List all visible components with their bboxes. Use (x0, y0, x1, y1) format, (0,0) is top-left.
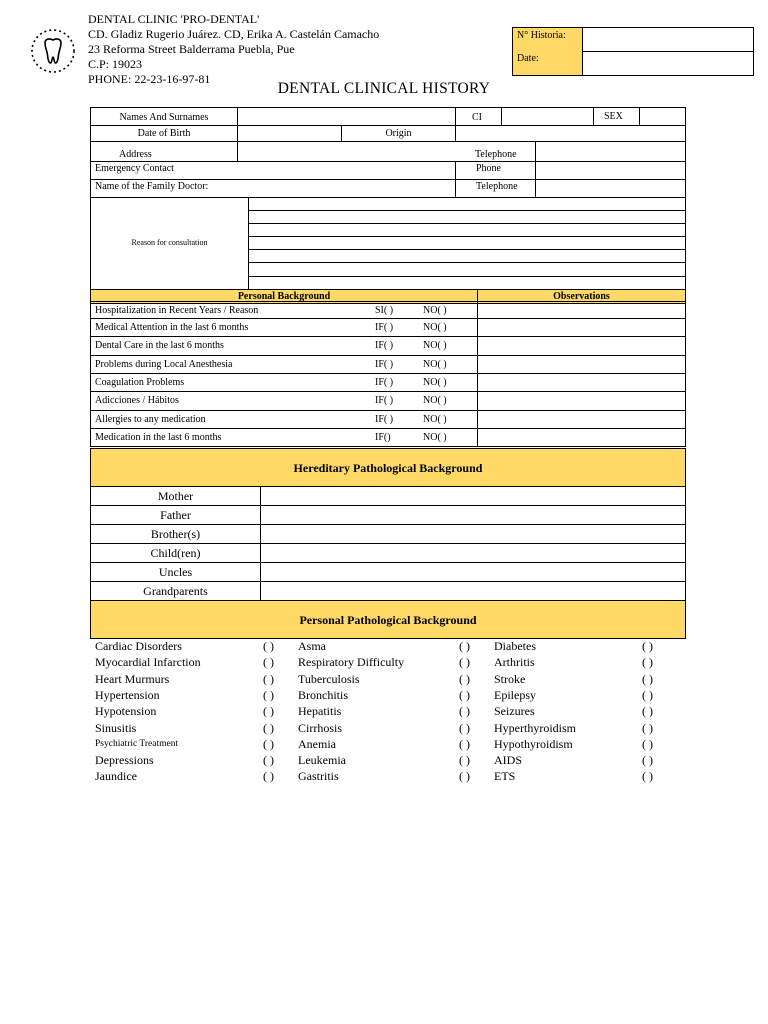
relative-label: Uncles (158, 565, 193, 579)
background-yes-checkbox[interactable]: IF( ) (375, 377, 394, 388)
phone-field[interactable] (535, 162, 685, 179)
condition-checkbox[interactable]: ( ) (459, 736, 470, 751)
patient-row-names (90, 107, 686, 126)
condition-checkbox[interactable]: ( ) (263, 769, 274, 784)
condition-checkbox[interactable]: ( ) (459, 687, 470, 702)
condition-label: Anemia (298, 736, 336, 751)
hereditary-header-row (90, 448, 686, 487)
patient-row-dob (90, 126, 686, 142)
clinic-address: 23 Reforma Street Balderrama Puebla, Pue (88, 42, 295, 56)
clinic-phone: PHONE: 22-23-16-97-81 (88, 72, 211, 86)
condition-checkbox[interactable]: ( ) (642, 671, 653, 686)
background-yes-checkbox[interactable]: IF( ) (375, 322, 394, 333)
emergency-label: Emergency Contact (95, 163, 174, 174)
hereditary-row (90, 582, 686, 601)
background-observation-field[interactable] (477, 302, 685, 318)
condition-checkbox[interactable]: ( ) (642, 720, 653, 735)
condition-label: Hepatitis (298, 704, 342, 719)
relative-label: Mother (157, 489, 194, 503)
condition-label: Hypertension (95, 687, 160, 702)
background-yes-checkbox[interactable]: IF( ) (375, 340, 394, 351)
condition-checkbox[interactable]: ( ) (459, 704, 470, 719)
family-doctor-telephone-field[interactable] (535, 180, 685, 197)
relative-field[interactable] (260, 582, 685, 600)
personal-background-row (90, 301, 686, 319)
observations-header: Observations (477, 290, 685, 303)
hereditary-row (90, 544, 686, 563)
condition-label: Tuberculosis (298, 671, 360, 686)
sex-field[interactable] (639, 108, 685, 125)
personal-pathological-header-row (90, 601, 686, 639)
condition-label: Seizures (494, 704, 535, 719)
background-item-label: Adicciones / Hábitos (95, 395, 179, 406)
patient-row-address (90, 142, 686, 162)
condition-checkbox[interactable]: ( ) (642, 736, 653, 751)
hereditary-row (90, 506, 686, 525)
background-observation-field[interactable] (477, 429, 685, 446)
origin-label: Origin (341, 126, 455, 141)
hereditary-row (90, 563, 686, 582)
background-no-checkbox[interactable]: NO( ) (423, 359, 447, 370)
condition-checkbox[interactable]: ( ) (263, 736, 274, 751)
reason-lines[interactable] (248, 198, 685, 289)
condition-label: Sinusitis (95, 720, 137, 735)
background-item-label: Medication in the last 6 months (95, 432, 222, 443)
personal-background-row (90, 429, 686, 447)
clinic-postal: C.P: 19023 (88, 57, 143, 71)
condition-checkbox[interactable]: ( ) (459, 720, 470, 735)
history-date-row (513, 51, 753, 75)
background-item-label: Medical Attention in the last 6 months (95, 322, 249, 333)
background-no-checkbox[interactable]: NO( ) (423, 340, 447, 351)
condition-label: Cardiac Disorders (95, 639, 182, 653)
hereditary-section (90, 448, 686, 639)
condition-checkbox[interactable]: ( ) (263, 671, 274, 686)
hereditary-list (90, 487, 686, 601)
personal-background-row (90, 392, 686, 411)
condition-label: Arthritis (494, 655, 535, 670)
family-doctor-label: Name of the Family Doctor: (95, 181, 209, 192)
condition-checkbox[interactable]: ( ) (263, 687, 274, 702)
hereditary-header: Hereditary Pathological Background (293, 461, 483, 475)
condition-checkbox[interactable]: ( ) (263, 753, 274, 768)
condition-label: Cirrhosis (298, 720, 343, 735)
condition-checkbox[interactable]: ( ) (642, 753, 653, 768)
hereditary-row (90, 487, 686, 506)
condition-label: Gastritis (298, 769, 339, 784)
names-label: Names And Surnames (119, 112, 209, 123)
condition-checkbox[interactable]: ( ) (642, 655, 653, 670)
names-field[interactable] (237, 108, 455, 125)
background-item-label: Hospitalization in Recent Years / Reason (95, 305, 259, 316)
history-number-label: N° Historia: (513, 28, 583, 51)
sex-label: SEX (593, 108, 639, 125)
condition-checkbox[interactable]: ( ) (459, 671, 470, 686)
personal-pathological-header: Personal Pathological Background (299, 613, 477, 627)
relative-field[interactable] (260, 563, 685, 581)
ci-field[interactable] (501, 108, 593, 125)
personal-background-row (90, 319, 686, 337)
personal-background-row (90, 374, 686, 392)
condition-label: Epilepsy (494, 687, 536, 702)
condition-label: Depressions (95, 753, 154, 768)
background-no-checkbox[interactable]: NO( ) (423, 305, 447, 316)
condition-label: Leukemia (298, 753, 346, 768)
relative-field[interactable] (260, 525, 685, 543)
condition-label: Hypothyroidism (494, 736, 573, 751)
condition-label: Psychiatric Treatment (95, 738, 179, 749)
condition-checkbox[interactable]: ( ) (642, 687, 653, 702)
tooth-logo-icon (30, 28, 76, 74)
personal-background-list (90, 301, 686, 447)
background-observation-field[interactable] (477, 337, 685, 355)
background-observation-field[interactable] (477, 374, 685, 391)
condition-label: Heart Murmurs (95, 671, 170, 686)
hereditary-row (90, 525, 686, 544)
condition-checkbox[interactable]: ( ) (263, 639, 274, 653)
condition-checkbox[interactable]: ( ) (642, 639, 653, 653)
telephone2-label: Telephone (455, 180, 535, 197)
relative-label: Child(ren) (150, 546, 201, 560)
history-number-row (513, 28, 753, 52)
background-no-checkbox[interactable]: NO( ) (423, 377, 447, 388)
condition-label: ETS (494, 769, 516, 784)
condition-label: Asma (298, 639, 326, 653)
personal-background-row (90, 356, 686, 374)
background-yes-checkbox[interactable]: IF( ) (375, 395, 394, 406)
telephone-label: Telephone (475, 149, 517, 160)
reason-label: Reason for consultation (131, 238, 208, 247)
background-no-checkbox[interactable]: NO( ) (423, 414, 447, 425)
background-observation-field[interactable] (477, 392, 685, 410)
condition-label: Stroke (494, 671, 526, 686)
background-yes-checkbox[interactable]: IF( ) (375, 414, 394, 425)
dob-field[interactable] (237, 126, 341, 141)
background-no-checkbox[interactable]: NO( ) (423, 322, 447, 333)
telephone-field[interactable] (535, 142, 685, 161)
condition-checkbox[interactable]: ( ) (263, 704, 274, 719)
origin-field[interactable] (455, 126, 685, 141)
personal-background-row (90, 337, 686, 356)
relative-label: Brother(s) (150, 527, 201, 541)
condition-checkbox[interactable]: ( ) (459, 655, 470, 670)
condition-label: Myocardial Infarction (95, 655, 201, 670)
condition-label: AIDS (494, 753, 523, 768)
relative-label: Father (160, 508, 191, 522)
condition-checkbox[interactable]: ( ) (263, 655, 274, 670)
background-no-checkbox[interactable]: NO( ) (423, 395, 447, 406)
patient-info-table (90, 107, 686, 304)
background-item-label: Allergies to any medication (95, 414, 206, 425)
condition-label: Hypotension (95, 704, 157, 719)
dob-label: Date of Birth (137, 128, 191, 139)
ci-label: CI (455, 108, 501, 125)
condition-label: Jaundice (95, 769, 137, 784)
background-item-label: Dental Care in the last 6 months (95, 340, 224, 351)
relative-field[interactable] (260, 487, 685, 505)
condition-checkbox[interactable]: ( ) (459, 753, 470, 768)
condition-label: Hyperthyroidism (494, 720, 576, 735)
history-box (512, 27, 754, 76)
history-date-label: Date: (513, 51, 583, 75)
background-no-checkbox[interactable]: NO( ) (423, 432, 447, 443)
condition-checkbox[interactable]: ( ) (459, 639, 470, 653)
condition-label: Bronchitis (298, 687, 348, 702)
reason-row (90, 198, 686, 290)
background-item-label: Coagulation Problems (95, 377, 185, 388)
relative-label: Grandparents (143, 584, 208, 598)
background-observation-field[interactable] (477, 356, 685, 373)
personal-background-header: Personal Background (237, 291, 331, 302)
background-yes-checkbox[interactable]: IF() (375, 432, 391, 443)
clinic-doctors: CD. Gladiz Rugerio Juárez. CD, Erika A. Castelán Camacho (88, 27, 380, 41)
phone-label: Phone (455, 162, 535, 179)
condition-label: Diabetes (494, 639, 536, 653)
relative-field[interactable] (260, 544, 685, 562)
relative-field[interactable] (260, 506, 685, 524)
patient-row-family-doctor (90, 180, 686, 198)
background-observation-field[interactable] (477, 319, 685, 336)
condition-checkbox[interactable]: ( ) (642, 704, 653, 719)
address-label: Address (119, 149, 152, 160)
condition-label: Respiratory Difficulty (298, 655, 405, 670)
condition-checkbox[interactable]: ( ) (459, 769, 470, 784)
address-field[interactable] (237, 142, 455, 161)
background-yes-checkbox[interactable]: SI( ) (375, 305, 394, 316)
condition-checkbox[interactable]: ( ) (263, 720, 274, 735)
clinic-name: DENTAL CLINIC 'PRO-DENTAL' (88, 12, 260, 26)
patient-row-emergency (90, 162, 686, 180)
page-title: DENTAL CLINICAL HISTORY (277, 80, 491, 97)
background-observation-field[interactable] (477, 411, 685, 428)
background-yes-checkbox[interactable]: IF( ) (375, 359, 394, 370)
condition-checkbox[interactable]: ( ) (642, 769, 653, 784)
background-item-label: Problems during Local Anesthesia (95, 359, 233, 370)
personal-background-row (90, 411, 686, 429)
